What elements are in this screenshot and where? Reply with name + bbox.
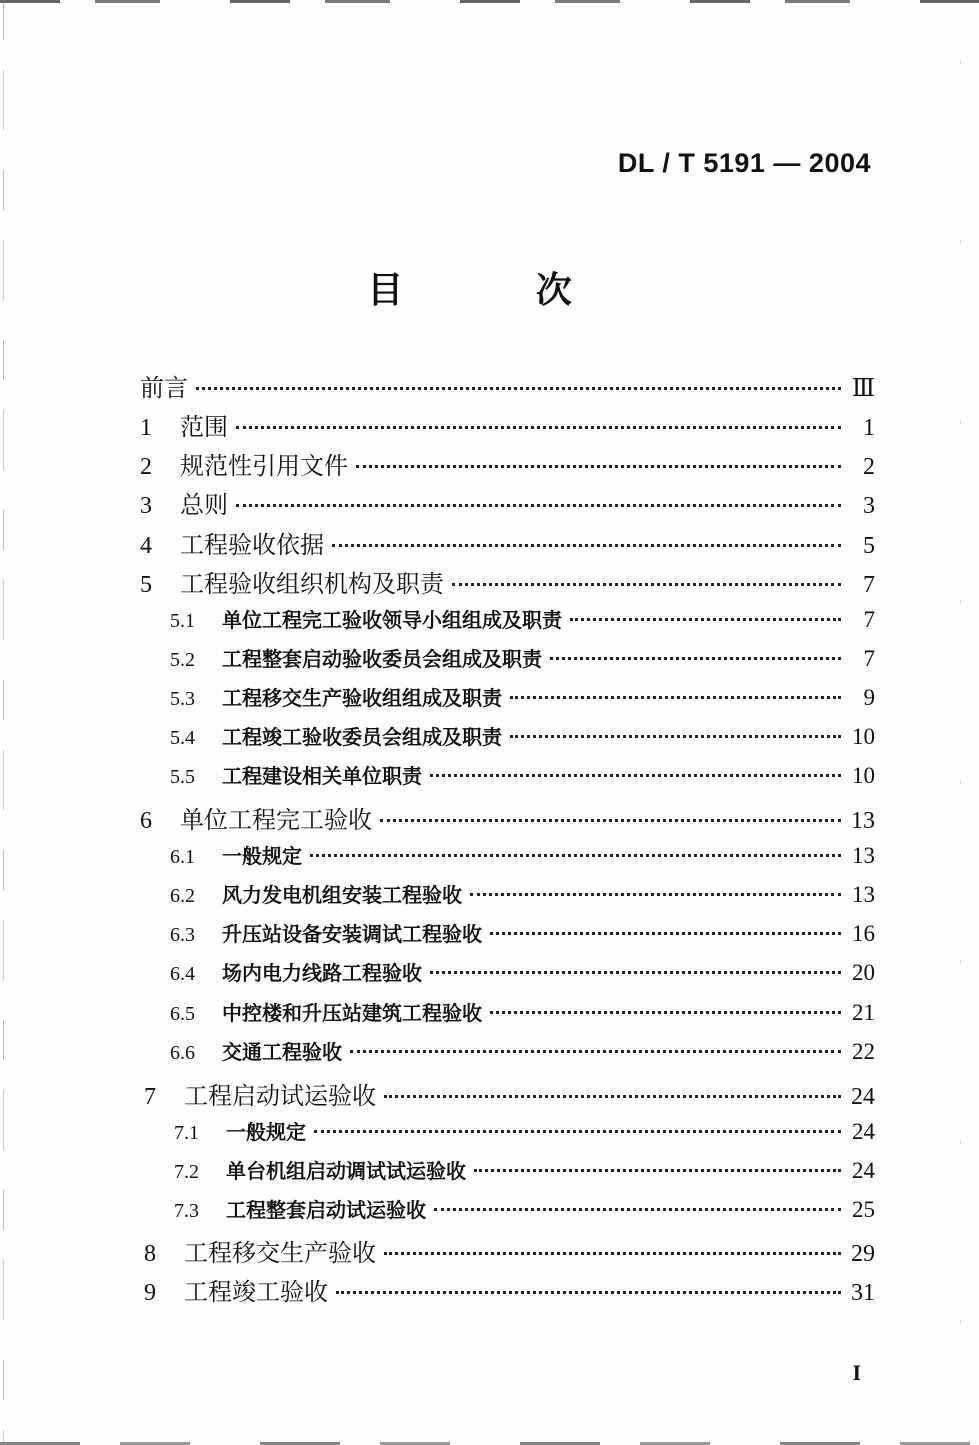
- toc-entry-page: 13: [852, 843, 875, 868]
- toc-leader-dots: [332, 544, 841, 547]
- toc-leader-dots: [510, 735, 841, 738]
- toc-entry-page: 10: [852, 763, 875, 788]
- toc-entry-title: 单台机组启动调试试运验收: [226, 1159, 466, 1183]
- toc-entry-title: 工程验收依据: [180, 531, 324, 559]
- toc-entry-title: 工程移交生产验收: [184, 1239, 376, 1267]
- toc-leader-dots: [550, 657, 841, 660]
- toc-entry-page: 7: [863, 572, 875, 598]
- toc-entry-title: 工程建设相关单位职责: [222, 764, 422, 788]
- toc-entry[interactable]: [144, 1076, 875, 1112]
- toc-leader-dots: [310, 854, 841, 857]
- toc-entry-page: 3: [863, 493, 875, 519]
- toc-entry-preface[interactable]: [140, 368, 875, 404]
- toc-entry-title: 工程整套启动验收委员会组成及职责: [222, 647, 542, 671]
- toc-entry-number: 6.4: [170, 963, 195, 985]
- toc-leader-dots: [430, 774, 841, 777]
- toc-subentry[interactable]: [174, 1155, 875, 1191]
- toc-entry-page: 1: [863, 415, 875, 441]
- standard-code: DL / T 5191 — 2004: [617, 148, 871, 178]
- toc-entry-title: 工程验收组织机构及职责: [180, 570, 444, 598]
- toc-leader-dots: [470, 893, 841, 896]
- toc-entry-page: 31: [851, 1280, 875, 1306]
- toc-entry-page: Ⅲ: [851, 376, 875, 402]
- toc-entry-number: 6.1: [170, 846, 195, 868]
- toc-leader-dots: [384, 1095, 841, 1098]
- toc-leader-dots: [490, 1011, 841, 1014]
- toc-entry[interactable]: [140, 407, 875, 443]
- toc-entry-number: 6.6: [170, 1042, 195, 1064]
- toc-subentry[interactable]: [170, 997, 875, 1033]
- toc-entry-title: 一般规定: [222, 844, 302, 868]
- toc-entry-title: 工程整套启动试运验收: [226, 1198, 426, 1222]
- toc-entry-page: 13: [852, 882, 875, 907]
- toc-subentry[interactable]: [174, 1116, 875, 1152]
- toc-entry[interactable]: [140, 446, 875, 482]
- toc-entry-page: 24: [851, 1084, 875, 1110]
- toc-entry-title: 中控楼和升压站建筑工程验收: [222, 1001, 482, 1025]
- toc-entry-page: 20: [852, 960, 875, 985]
- toc-entry-title: 一般规定: [226, 1120, 306, 1144]
- toc-entry-number: 2: [140, 454, 152, 480]
- toc-leader-dots: [356, 465, 841, 468]
- toc-subentry[interactable]: [170, 957, 875, 993]
- toc-entry-number: 3: [140, 493, 152, 519]
- toc-entry-page: 9: [863, 685, 875, 710]
- footer-page-number: I: [852, 1360, 861, 1385]
- toc-entry-number: 5.1: [170, 610, 195, 632]
- toc-entry-page: 22: [852, 1039, 875, 1064]
- toc-entry[interactable]: [140, 525, 875, 561]
- toc-leader-dots: [490, 932, 841, 935]
- toc-subentry[interactable]: [170, 682, 875, 718]
- toc-entry-page: 7: [863, 607, 875, 632]
- toc-subentry[interactable]: [170, 721, 875, 757]
- toc-entry[interactable]: [140, 800, 875, 836]
- toc-entry-title: 升压站设备安装调试工程验收: [222, 922, 482, 946]
- toc-entry-number: 5.4: [170, 727, 195, 749]
- toc-entry-page: 13: [851, 808, 875, 834]
- toc-entry-page: 5: [863, 533, 875, 559]
- toc-entry-title: 风力发电机组安装工程验收: [222, 883, 462, 907]
- toc-entry-title: 单位工程完工验收领导小组组成及职责: [222, 608, 562, 632]
- toc-leader-dots: [380, 819, 841, 822]
- toc-subentry[interactable]: [170, 1036, 875, 1072]
- toc-leader-dots: [336, 1291, 841, 1294]
- toc-subentry[interactable]: [170, 760, 875, 796]
- toc-leader-dots: [196, 387, 841, 390]
- toc-entry-title: 工程启动试运验收: [184, 1082, 376, 1110]
- toc-entry-page: 29: [851, 1241, 875, 1267]
- toc-entry-page: 10: [852, 724, 875, 749]
- toc-entry[interactable]: [144, 1233, 875, 1269]
- toc-entry-number: 4: [140, 533, 152, 559]
- toc-entry-number: 1: [140, 415, 152, 441]
- toc-entry-page: 25: [852, 1197, 875, 1222]
- toc-entry-number: 7.1: [174, 1122, 199, 1144]
- toc-entry-number: 6.2: [170, 885, 195, 907]
- toc-entry-title: 前言: [140, 374, 188, 402]
- toc-subentry[interactable]: [170, 840, 875, 876]
- toc-subentry[interactable]: [170, 918, 875, 954]
- toc-entry-title: 场内电力线路工程验收: [222, 961, 422, 985]
- toc-leader-dots: [570, 618, 841, 621]
- toc-entry-number: 7: [144, 1084, 156, 1110]
- toc-entry-title: 工程竣工验收委员会组成及职责: [222, 725, 502, 749]
- toc-leader-dots: [434, 1208, 841, 1211]
- toc-entry-page: 24: [852, 1119, 875, 1144]
- toc-entry-title: 范围: [180, 413, 228, 441]
- toc-entry-number: 5.2: [170, 649, 195, 671]
- toc-subentry[interactable]: [174, 1194, 875, 1230]
- toc-leader-dots: [452, 583, 841, 586]
- toc-entry[interactable]: [140, 564, 875, 600]
- toc-entry-title: 总则: [180, 491, 228, 519]
- toc-entry-title: 工程移交生产验收组组成及职责: [222, 686, 502, 710]
- toc-entry-page: 7: [863, 646, 875, 671]
- toc-subentry[interactable]: [170, 643, 875, 679]
- toc-entry-title: 单位工程完工验收: [180, 806, 372, 834]
- toc-entry-number: 9: [144, 1280, 156, 1306]
- toc-entry-number: 7.2: [174, 1161, 199, 1183]
- toc-entry-number: 5: [140, 572, 152, 598]
- toc-leader-dots: [384, 1252, 841, 1255]
- toc-entry-title: 交通工程验收: [222, 1040, 342, 1064]
- toc-entry-page: 2: [863, 454, 875, 480]
- toc-entry-number: 7.3: [174, 1200, 199, 1222]
- toc-subentry[interactable]: [170, 604, 875, 640]
- toc-entry-number: 6: [140, 808, 152, 834]
- toc-entry-number: 5.5: [170, 766, 195, 788]
- toc-entry-page: 16: [852, 921, 875, 946]
- toc-leader-dots: [510, 696, 841, 699]
- page-title: 目 次: [367, 270, 632, 311]
- toc-leader-dots: [236, 426, 841, 429]
- toc-entry-page: 21: [852, 1000, 875, 1025]
- toc-leader-dots: [350, 1050, 841, 1053]
- toc-entry-number: 6.5: [170, 1003, 195, 1025]
- toc-entry-page: 24: [852, 1158, 875, 1183]
- toc-leader-dots: [314, 1130, 841, 1133]
- toc-entry[interactable]: [140, 485, 875, 521]
- toc-entry-number: 5.3: [170, 688, 195, 710]
- toc-leader-dots: [430, 971, 841, 974]
- toc-leader-dots: [474, 1169, 841, 1172]
- toc-entry-title: 规范性引用文件: [180, 452, 348, 480]
- toc-entry[interactable]: [144, 1272, 875, 1308]
- toc-entry-title: 工程竣工验收: [184, 1278, 328, 1306]
- toc-entry-number: 8: [144, 1241, 156, 1267]
- toc-leader-dots: [236, 504, 841, 507]
- toc-subentry[interactable]: [170, 879, 875, 915]
- toc-entry-number: 6.3: [170, 924, 195, 946]
